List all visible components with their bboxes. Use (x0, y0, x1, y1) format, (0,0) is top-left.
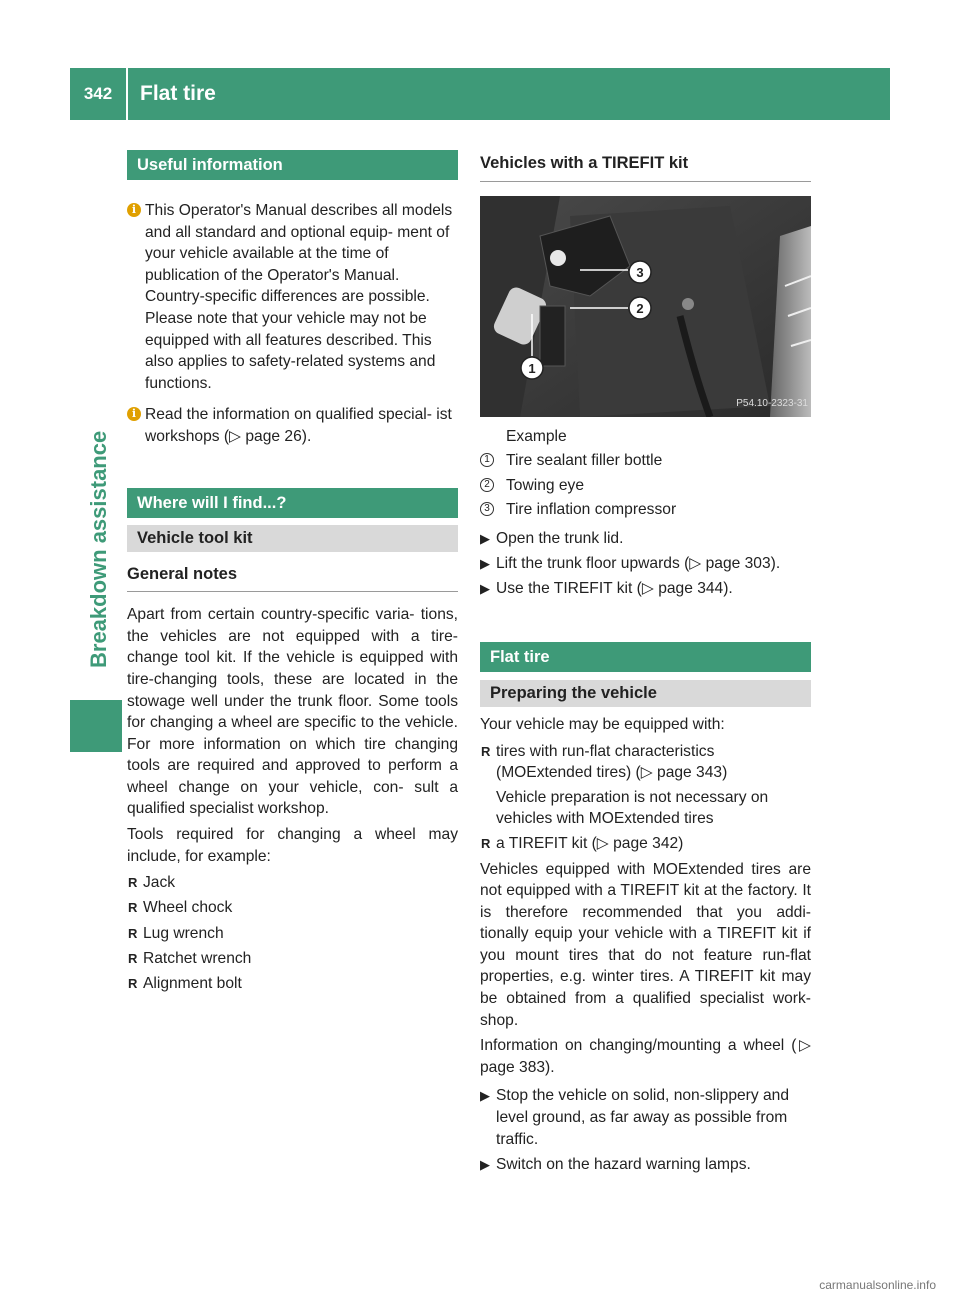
figure-caption: Example (506, 427, 567, 445)
list-item: R Wheel chock (127, 897, 458, 919)
legend-item: 1 Tire sealant filler bottle (480, 450, 811, 472)
step-item: ▶ Switch on the hazard warning lamps. (480, 1154, 811, 1176)
moextended-text: Vehicles equipped with MOExtended tires are not equipped with a TIREFIT kit at the factory. It is therefore recommended that you addi- tionally equip your vehicle with a TIREFIT kit if you mount tires that do not feature run-flat properties, e.g. winter tires. A TIREFIT kit may be obtained from a qualified specialist work- shop. (480, 860, 811, 1029)
arrow-icon: ▶ (480, 1088, 490, 1104)
flat-tire-heading: Flat tire (480, 642, 811, 672)
legend-item: 3 Tire inflation compressor (480, 499, 811, 521)
chapter-tab-marker (70, 700, 122, 752)
bullet-mark: R (128, 976, 138, 991)
tools-list (127, 872, 458, 994)
general-notes-text: Apart from certain country-specific varia- tions, the vehicles are not equipped with a tire-change tool kit. If the vehicle is equipped with tire-changing tools, these are located in the stowage well under the trunk floor. Some tools for changing a wheel are specific to the vehicle. For more information on which tire changing tools are required and approved to perform a wheel change on your vehicle, con- sult a qualified specialist workshop. (127, 606, 458, 818)
bullet-mark: R (128, 950, 138, 966)
callout-number: 2 (480, 478, 494, 492)
list-item: R a TIREFIT kit (▷ page 342) (480, 833, 811, 855)
page-number: 342 (83, 84, 113, 103)
bullet-mark: R (128, 925, 138, 941)
info-note-2 (127, 404, 458, 447)
trunk-photo (480, 196, 811, 417)
figure-legend (480, 450, 811, 521)
general-notes-heading: General notes (127, 564, 458, 593)
callout-number: 1 (480, 453, 494, 467)
svg-text:1: 1 (528, 360, 536, 376)
info-note-1 (127, 200, 458, 394)
toolkit-heading: Vehicle tool kit (127, 525, 458, 552)
tirefit-figure (480, 196, 811, 417)
bullet-mark: R (481, 835, 491, 851)
arrow-icon: ▶ (480, 581, 490, 597)
list-item: R Jack (127, 872, 458, 894)
header-divider (126, 68, 128, 120)
arrow-icon: ▶ (480, 556, 490, 572)
tools-intro: Tools required for changing a wheel may include, for example: (127, 826, 458, 865)
list-item: R Alignment bolt (127, 973, 458, 995)
step-item: ▶ Use the TIREFIT kit (▷ page 344). (480, 578, 811, 600)
list-item-note: Vehicle preparation is not necessary on vehicles with MOExtended tires (496, 788, 769, 828)
equipped-intro: Your vehicle may be equipped with: (480, 715, 725, 733)
list-item: R Ratchet wrench (127, 948, 458, 970)
useful-info-heading: Useful information (127, 150, 458, 180)
bullet-mark: R (481, 743, 491, 759)
arrow-icon: ▶ (480, 530, 490, 546)
info-text-2: Read the information on qualified special- ist workshops (▷ page 26). (145, 406, 452, 445)
svg-text:2: 2 (636, 300, 644, 316)
wheel-info-text: Information on changing/mounting a wheel (▷ page 383). (480, 1037, 811, 1076)
right-column (480, 150, 811, 1175)
step-item: ▶ Stop the vehicle on solid, non-slippery and level ground, as far away as possible from traffic. (480, 1087, 789, 1148)
where-heading: Where will I find...? (127, 488, 458, 518)
bullet-mark: R (128, 875, 138, 891)
svg-text:3: 3 (636, 264, 644, 280)
chapter-side-tab: Breakdown assistance (86, 430, 111, 668)
steps-list-1 (480, 528, 811, 600)
info-icon: i (127, 407, 141, 421)
left-column (127, 150, 458, 995)
arrow-icon: ▶ (480, 1156, 490, 1172)
list-item: R tires with run-flat characteristics (MOExtended tires) (▷ page 343) (481, 742, 728, 782)
step-item: ▶ Lift the trunk floor upwards (▷ page 303). (480, 553, 811, 575)
watermark: carmanualsonline.info (819, 1278, 936, 1292)
tirefit-heading: Vehicles with a TIREFIT kit (480, 150, 811, 182)
step-item: ▶ Open the trunk lid. (480, 528, 811, 550)
bullet-mark: R (128, 900, 138, 916)
page-title: Flat tire (140, 82, 216, 105)
preparing-heading: Preparing the vehicle (480, 680, 811, 707)
figure-code: P54.10-2323-31 (736, 398, 808, 409)
callout-number: 3 (480, 502, 494, 516)
info-text-1: This Operator's Manual describes all models and all standard and optional equip- ment of your vehicle available at the time of publication of the Operator's Manual. Country-specific differences are possible. Please note that your vehicle may not be equipped with all features described. This also applies to safety-related systems and functions. (145, 202, 453, 392)
equipment-list (480, 741, 811, 855)
info-icon: i (127, 203, 141, 217)
steps-list-2 (480, 1085, 811, 1175)
legend-item: 2 Towing eye (480, 475, 811, 497)
list-item: R Lug wrench (127, 923, 458, 945)
